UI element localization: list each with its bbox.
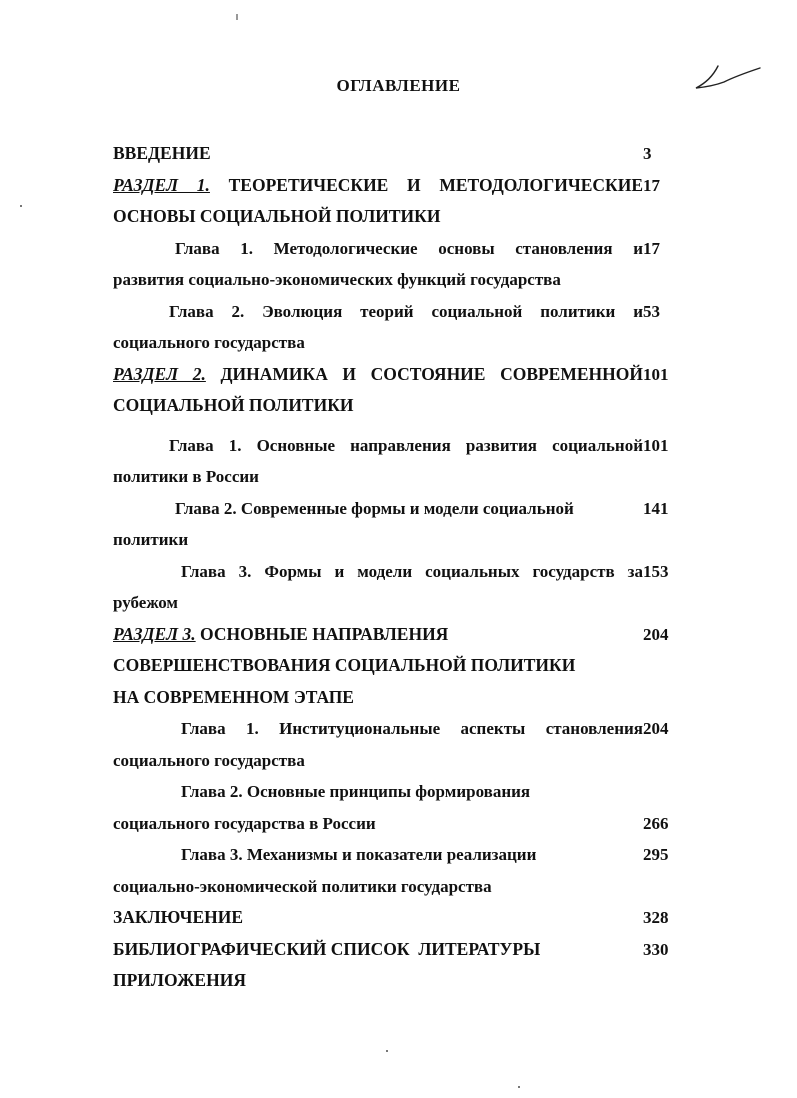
page-number: 101 [643, 364, 669, 384]
section-label: РАЗДЕЛ 1. [113, 174, 210, 195]
page-number: 328 [643, 908, 669, 927]
toc-entry-section-3-chapter-3: Глава 3. Механизмы и показатели реализации 295 социально-экономической политики государства [113, 839, 688, 902]
page-number: 204 [643, 624, 669, 644]
toc-entry-section-2: РАЗДЕЛ 2. ДИНАМИКА И СОСТОЯНИЕ СОВРЕМЕННОЙ 101 СОЦИАЛЬНОЙ ПОЛИТИКИ [113, 359, 688, 422]
toc-entry-section-2-chapter-3: Глава 3. Формы и модели социальных государств за 153 рубежом [113, 556, 688, 619]
page-number: 204 [643, 719, 669, 738]
page-number: 53 [643, 301, 660, 321]
page-number: 17 [643, 238, 660, 258]
toc-entry-section-1-chapter-1: Глава 1. Методологические основы становления и 17 развития социально-экономических функций государства [113, 233, 688, 296]
toc-entry-section-2-chapter-1: Глава 1. Основные направления развития социальной 101 политики в России [113, 430, 688, 493]
toc-entry-conclusion: ЗАКЛЮЧЕНИЕ 328 [113, 902, 688, 934]
toc-entry-bibliography: БИБЛИОГРАФИЧЕСКИЙ СПИСОК ЛИТЕРАТУРЫ 330 [113, 934, 688, 966]
page-number: 153 [643, 561, 669, 581]
page-number: 17 [643, 175, 660, 195]
table-of-contents [113, 138, 688, 997]
page-title: ОГЛАВЛЕНИЕ [336, 76, 461, 95]
scan-speck [20, 205, 22, 207]
page-number: 330 [643, 939, 669, 959]
toc-entry-appendices: ПРИЛОЖЕНИЯ [113, 970, 246, 990]
toc-entry-section-2-chapter-2: Глава 2. Современные формы и модели социальной 141 политики [113, 493, 688, 556]
toc-entry-section-3-chapter-1: Глава 1. Институциональные аспекты становления 204 социального государства [113, 713, 688, 776]
scan-speck [236, 14, 238, 20]
page-number: 141 [643, 498, 669, 518]
page-number: 266 [643, 813, 669, 833]
page-number: 101 [643, 435, 669, 455]
page-number: 3 [643, 144, 652, 163]
scan-speck [518, 1086, 520, 1088]
toc-entry-introduction: ВВЕДЕНИЕ 3 [113, 138, 688, 170]
toc-entry-section-3-chapter-2: Глава 2. Основные принципы формирования социального государства в России 266 [113, 776, 688, 839]
toc-entry-section-3: РАЗДЕЛ 3. ОСНОВНЫЕ НАПРАВЛЕНИЯ 204 СОВЕРШЕНСТВОВАНИЯ СОЦИАЛЬНОЙ ПОЛИТИКИ НА СОВРЕМЕННОМ ЭТАПЕ [113, 619, 688, 714]
section-label: РАЗДЕЛ 3. [113, 623, 196, 644]
section-label: РАЗДЕЛ 2. [113, 363, 206, 384]
toc-entry-section-1: РАЗДЕЛ 1. ТЕОРЕТИЧЕСКИЕ И МЕТОДОЛОГИЧЕСКИЕ 17 ОСНОВЫ СОЦИАЛЬНОЙ ПОЛИТИКИ [113, 170, 688, 233]
scan-speck [386, 1050, 388, 1052]
page-number: 295 [643, 845, 669, 864]
toc-entry-section-1-chapter-2: Глава 2. Эволюция теорий социальной политики и 53 социального государства [113, 296, 688, 359]
